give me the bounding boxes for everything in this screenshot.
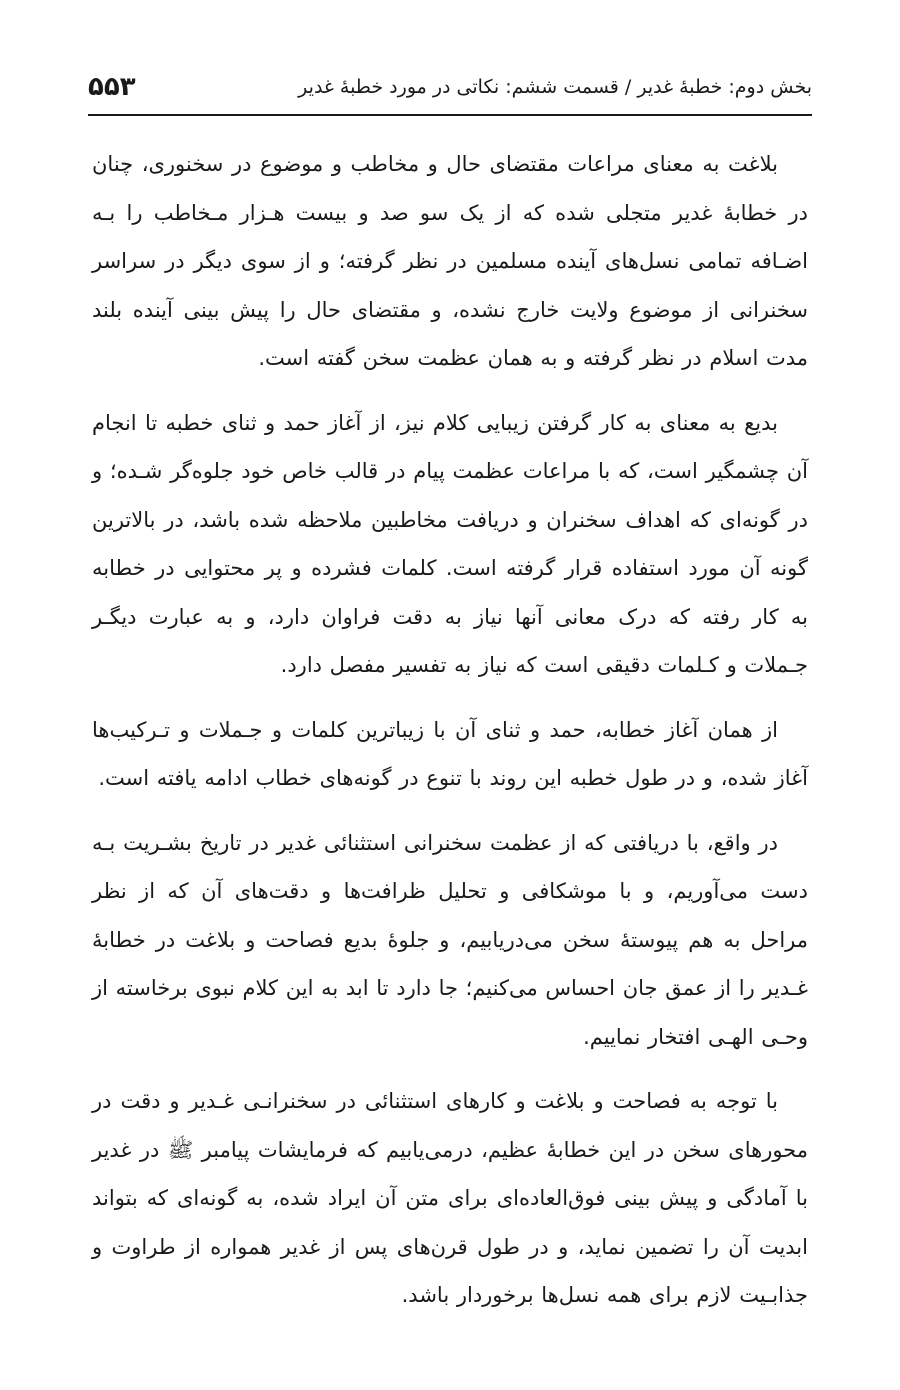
header-title: بخش دوم: خطبهٔ غدیر / قسمت ششم: نکاتی در مورد خطبهٔ غدیر bbox=[298, 76, 812, 98]
running-header bbox=[88, 66, 812, 116]
page-number: ۵۵۳ bbox=[88, 72, 136, 102]
paragraph-balaghat: بلاغت به معنای مراعات مقتضای حال و مخاطب و موضوع در سخنوری، چنان در خطابهٔ غدیر متجلی شده که از یک سو صد و بیست هـزار مـخاطب را بـه اضـافه تمامی نسل‌های آینده مسلمین در نظر گرفته؛ و از سوی دیگر در سراسر سخنرانی از موضوع ولایت خارج نشده، و مقتضای حال را پیش بینی آینده بلند مدت اسلام در نظر گرفته و به همان عظمت سخن گفته است. bbox=[92, 152, 808, 370]
paragraph-aghaz-khatabeh: از همان آغاز خطابه، حمد و ثنای آن با زیباترین کلمات و جـملات و تـرکیب‌ها آغاز شده، و در طول خطبه این روند با تنوع در گونه‌های خطاب ادامه یافته است. bbox=[92, 717, 808, 790]
body-text bbox=[92, 140, 808, 1336]
paragraph-dar-vaghe: در واقع، با دریافتی که از عظمت سخنرانی استثنائی غدیر در تاریخ بشـریت بـه دست می‌آوریم، و با موشکافی و تحلیل ظرافت‌ها و دقت‌های آن که از نظر مراحل به هم پیوستهٔ سخن می‌دریابیم، و جلوهٔ بدیع فصاحت و بلاغت در خطابهٔ غـدیر را از عمق جان احساس می‌کنیم؛ جا دارد تا ابد به این کلام نبوی برخاسته از وحـی الهـی افتخار نماییم. bbox=[92, 830, 808, 1049]
paragraph-badi: بدیع به معنای به کار گرفتن زیبایی کلام نیز، از آغاز حمد و ثنای خطبه تا انجام آن چشمگیر است، که با مراعات عظمت پیام در قالب خاص خود جلوه‌گر شـده؛ و در گونه‌ای که اهداف سخنران و دریافت مخاطبین ملاحظه شده باشد، در بالاترین گونه آن مورد استفاده قرار گرفته است. کلمات فشرده و پر محتوایی در خطابه به کار رفته که درک معانی آنها نیاز به دقت فراوان دارد، و به عبارت دیگـر جـملات و کـلمات دقیقی است که نیاز به تفسیر مفصل دارد. bbox=[92, 410, 808, 677]
paragraph-ba-tavajoh: با توجه به فصاحت و بلاغت و کارهای استثنائی در سخنرانـی غـدیر و دقت در محورهای سخن در این خطابهٔ عظیم، درمی‌یابیم که فرمایشات پیامبر ﷺ در غدیر با آمادگی و پیش بینی فوق‌العاده‌ای برای متن آن ایراد شده، به گونه‌ای که بتواند ابدیت آن را تضمین نماید، و در طول قرن‌های پس از غدیر همواره از طراوت و جذابـیت لازم برای همه نسل‌ها برخوردار باشد. bbox=[92, 1089, 808, 1307]
